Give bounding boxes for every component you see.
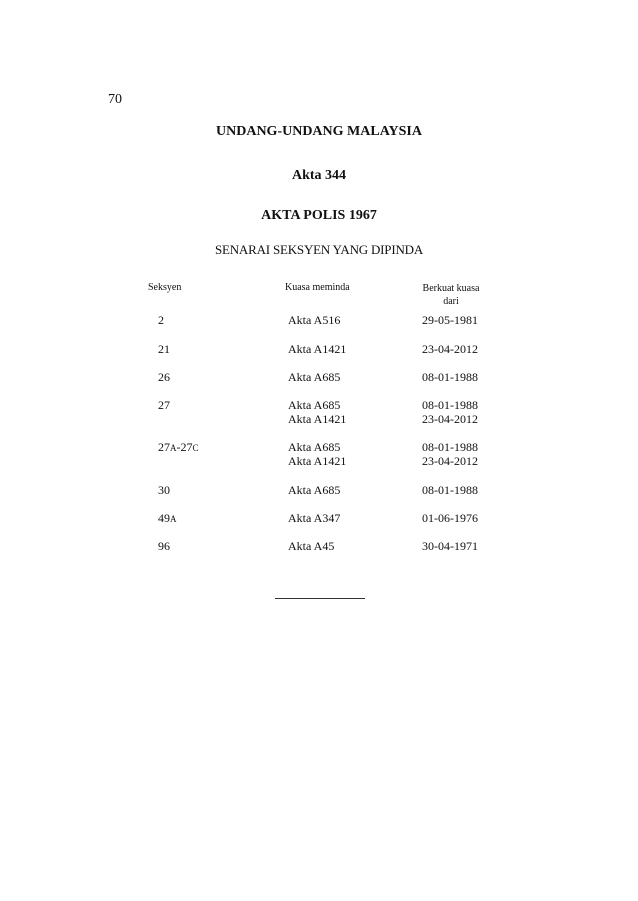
table-subtitle: SENARAI SEKSYEN YANG DIPINDA <box>214 242 424 257</box>
row-act: Akta A685 <box>288 440 341 454</box>
row-section: 27 <box>158 398 170 412</box>
row-act: Akta A685 <box>288 483 341 497</box>
section-suffix: A <box>170 443 177 453</box>
row-act: Akta A516 <box>288 313 341 327</box>
column-header-amending-authority: Kuasa meminda <box>285 282 350 293</box>
row-date: 23-04-2012 <box>422 454 478 468</box>
page-number: 70 <box>108 92 122 107</box>
row-act: Akta A347 <box>288 511 341 525</box>
section-number: 27 <box>158 440 170 454</box>
row-act: Akta A685 <box>288 370 341 384</box>
row-section: 96 <box>158 539 170 553</box>
act-name: AKTA POLIS 1967 <box>261 208 377 223</box>
row-date: 23-04-2012 <box>422 412 478 426</box>
row-section: 30 <box>158 483 170 497</box>
section-suffix: C <box>192 443 199 453</box>
row-section <box>158 511 177 527</box>
act-number: Akta 344 <box>291 168 347 183</box>
document-title: UNDANG-UNDANG MALAYSIA <box>216 124 422 139</box>
row-date: 01-06-1976 <box>422 511 478 525</box>
row-date: 23-04-2012 <box>422 342 478 356</box>
row-date: 08-01-1988 <box>422 398 478 412</box>
row-act: Akta A1421 <box>288 342 347 356</box>
column-header-in-force <box>420 282 482 308</box>
row-date: 08-01-1988 <box>422 483 478 497</box>
row-section: 2 <box>158 313 164 327</box>
row-date: 30-04-1971 <box>422 539 478 553</box>
column-header-in-force-line2: dari <box>443 296 459 307</box>
row-act: Akta A45 <box>288 539 335 553</box>
row-act: Akta A1421 <box>288 454 347 468</box>
row-date: 29-05-1981 <box>422 313 478 327</box>
section-range: -27 <box>176 440 193 454</box>
column-header-section: Seksyen <box>148 282 182 293</box>
row-section: 26 <box>158 370 170 384</box>
row-date: 08-01-1988 <box>422 370 478 384</box>
row-section <box>158 440 199 456</box>
row-date: 08-01-1988 <box>422 440 478 454</box>
row-act: Akta A1421 <box>288 412 347 426</box>
row-act: Akta A685 <box>288 398 341 412</box>
section-suffix: A <box>170 514 177 524</box>
section-number: 49 <box>158 511 170 525</box>
end-divider <box>275 598 365 599</box>
row-section: 21 <box>158 342 170 356</box>
column-header-in-force-line1: Berkuat kuasa <box>422 283 480 294</box>
